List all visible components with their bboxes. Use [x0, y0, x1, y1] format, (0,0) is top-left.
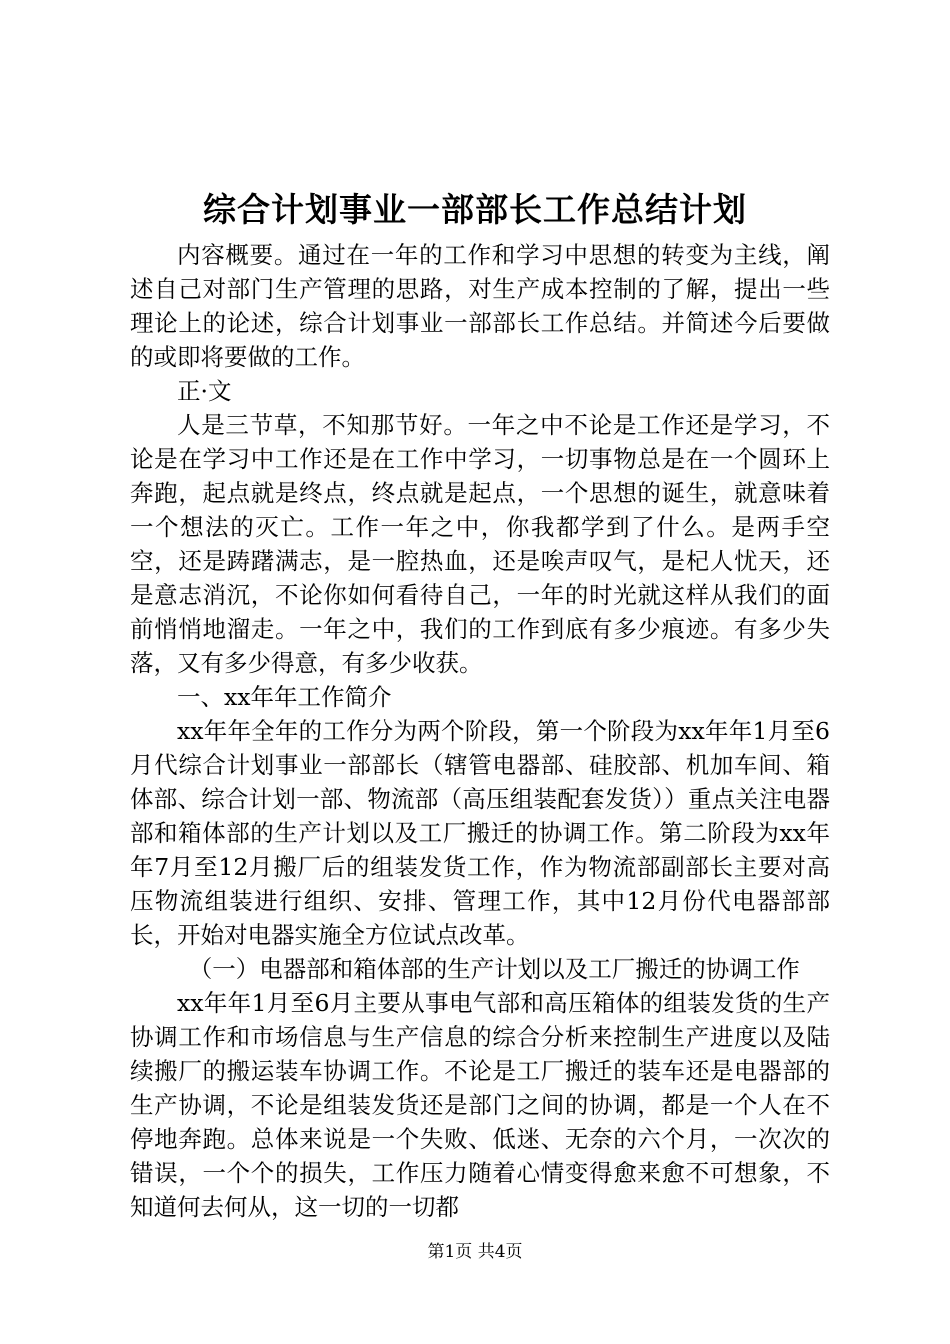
- subsection-1-paragraph: xx年年1月至6月主要从事电气部和高压箱体的组装发货的生产协调工作和市场信息与生产信息的综合分析来控制生产进度以及陆续搬厂的搬运装车协调工作。不论是工厂搬迁的装车还是电器部的生产协调，不论是组装发货还是部门之间的协调，都是一个人在不停地奔跑。总体来说是一个失败、低迷、无奈的六个月，一次次的错误，一个个的损失，工作压力随着心情变得愈来愈不可想象，不知道何去何从，这一切的一切都: [130, 989, 830, 1221]
- section-label-main-text: 正·文: [177, 377, 232, 405]
- subsection-heading-1: （一）电器部和箱体部的生产计划以及工厂搬迁的协调工作: [188, 955, 800, 983]
- section-heading-work-overview: 一、xx年年工作简介: [177, 683, 392, 711]
- intro-paragraph: 人是三节草，不知那节好。一年之中不论是工作还是学习，不论是在学习中工作还是在工作中学习，一切事物总是在一个圆环上奔跑，起点就是终点，终点就是起点，一个思想的诞生，就意味着一个想法的灭亡。工作一年之中，你我都学到了什么。是两手空空，还是踌躇满志，是一腔热血，还是唉声叹气，是杞人忧天，还是意志消沉，不论你如何看待自己，一年的时光就这样从我们的面前悄悄地溜走。一年之中，我们的工作到底有多少痕迹。有多少失落，又有多少得意，有多少收获。: [130, 411, 830, 677]
- summary-paragraph: 内容概要。通过在一年的工作和学习中思想的转变为主线，阐述自己对部门生产管理的思路，对生产成本控制的了解，提出一些理论上的论述，综合计划事业一部部长工作总结。并简述今后要做的或即将要做的工作。: [130, 241, 830, 371]
- work-overview-paragraph: xx年年全年的工作分为两个阶段，第一个阶段为xx年年1月至6月代综合计划事业一部部长（辖管电器部、硅胶部、机加车间、箱体部、综合计划一部、物流部（高压组装配套发货））重点关注电器部和箱体部的生产计划以及工厂搬迁的协调工作。第二阶段为xx年年7月至12月搬厂后的组装发货工作，作为物流部副部长主要对高压物流组装进行组织、安排、管理工作，其中12月份代电器部部长，开始对电器实施全方位试点改革。: [130, 717, 830, 949]
- page-footer: 第1页 共4页: [427, 1242, 523, 1262]
- document-title: 综合计划事业一部部长工作总结计划: [203, 190, 747, 229]
- document-body: [130, 238, 830, 1224]
